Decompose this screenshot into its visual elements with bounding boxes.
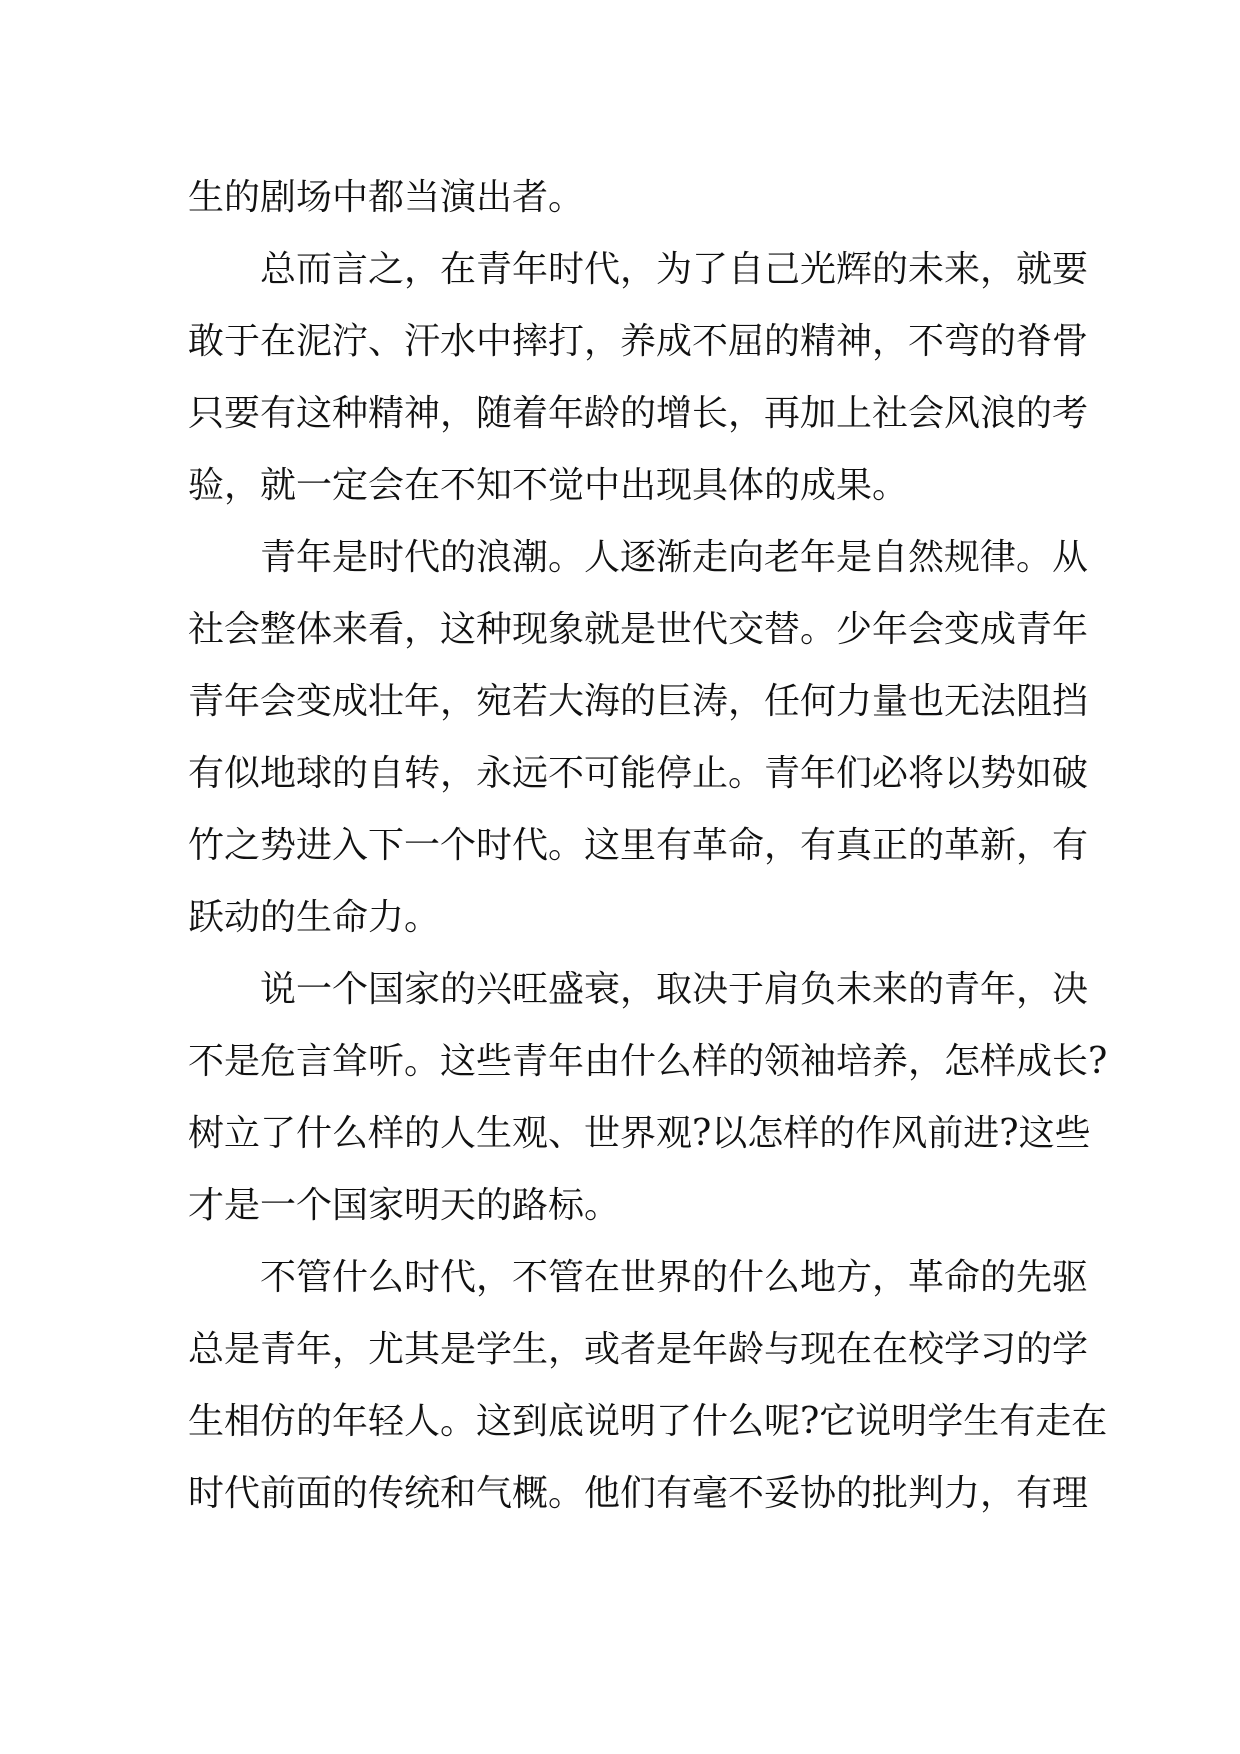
text-line: 跃动的生命力。: [188, 897, 441, 938]
paragraph: [188, 522, 1089, 954]
text-line: 只要有这种精神，随着年龄的增长，再加上社会风浪的考: [188, 393, 1089, 434]
text-line: 竹之势进入下一个时代。这里有革命，有真正的革新，有: [188, 825, 1089, 866]
text-line: 总而言之，在青年时代，为了自己光辉的未来，就要: [260, 249, 1089, 290]
text-line: 生相仿的年轻人。这到底说明了什么呢?它说明学生有走在: [188, 1401, 1108, 1442]
text-line: 生的剧场中都当演出者。: [188, 177, 585, 218]
text-line: 青年会变成壮年，宛若大海的巨涛，任何力量也无法阻挡: [188, 681, 1089, 722]
text-line: 敢于在泥泞、汗水中摔打，养成不屈的精神，不弯的脊骨: [188, 321, 1089, 362]
text-line: 总是青年，尤其是学生，或者是年龄与现在在校学习的学: [188, 1329, 1089, 1370]
text-line: 有似地球的自转，永远不可能停止。青年们必将以势如破: [188, 753, 1089, 794]
text-line: 时代前面的传统和气概。他们有毫不妥协的批判力，有理: [188, 1473, 1089, 1514]
paragraph: [188, 1242, 1108, 1530]
text-line: 验，就一定会在不知不觉中出现具体的成果。: [188, 465, 909, 506]
paragraph: [188, 954, 1108, 1242]
text-line: 青年是时代的浪潮。人逐渐走向老年是自然规律。从: [260, 537, 1089, 578]
text-line: 说一个国家的兴旺盛衰，取决于肩负未来的青年，决: [260, 969, 1089, 1010]
text-line: 树立了什么样的人生观、世界观?以怎样的作风前进?这些: [188, 1113, 1091, 1154]
text-line: 不是危言耸听。这些青年由什么样的领袖培养，怎样成长?: [188, 1041, 1108, 1082]
text-line: 不管什么时代，不管在世界的什么地方，革命的先驱: [260, 1257, 1089, 1298]
body-text: [188, 162, 1108, 1530]
text-line: 社会整体来看，这种现象就是世代交替。少年会变成青年: [188, 609, 1089, 650]
paragraph: [188, 234, 1089, 522]
paragraph: [188, 162, 1068, 234]
text-line: 才是一个国家明天的路标。: [188, 1185, 621, 1226]
